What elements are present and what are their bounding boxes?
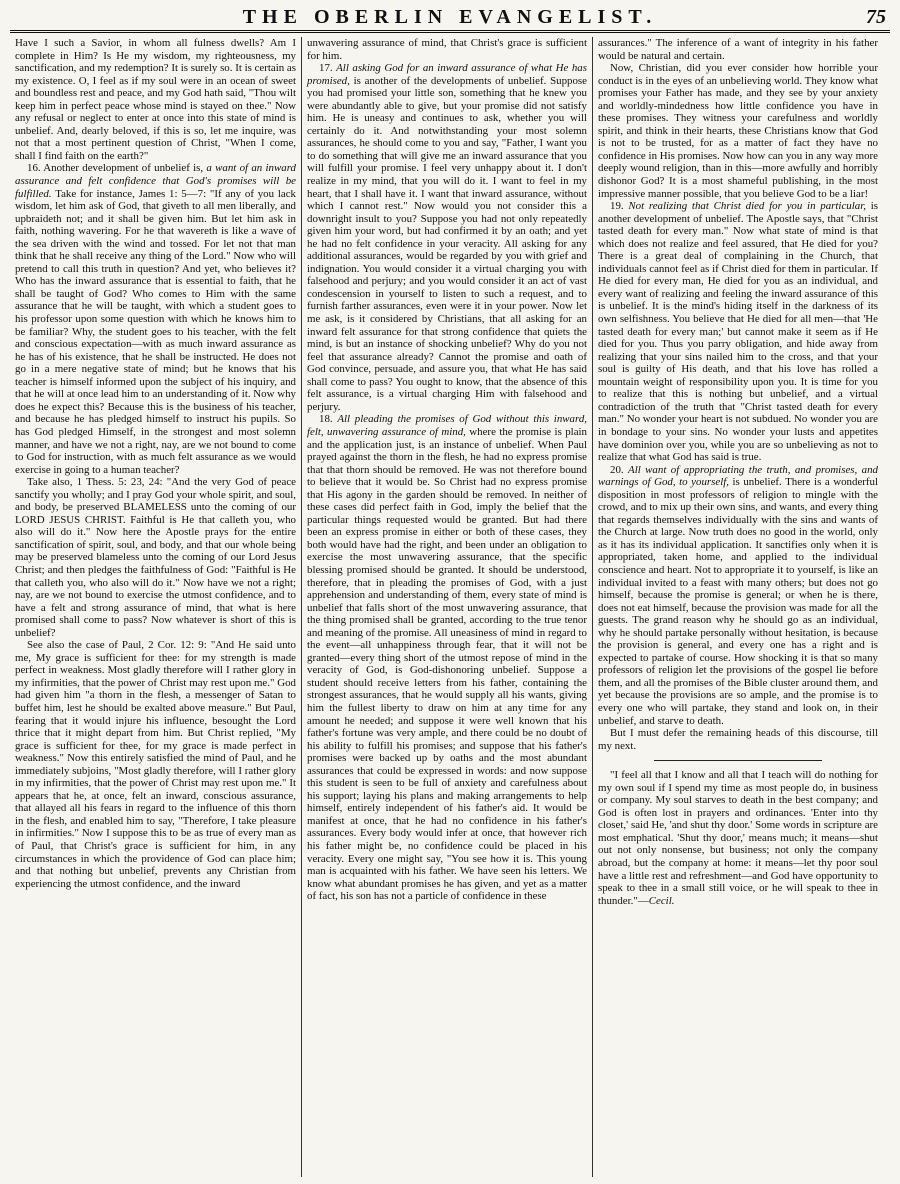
quote-author: Cecil.: [648, 894, 675, 907]
page-number: 75: [866, 6, 886, 28]
column-1: [10, 37, 301, 1177]
masthead: [10, 4, 890, 33]
column-3: [592, 37, 883, 1177]
paragraph: 16. Another development of unbelief is, a want of an inward assurance and felt confidence that God's promises will be fulfilled. Take for instance, James 1: 5—7: "If any of you lack wisdom, let him ask of God, that giveth to all men liberally, and upbraideth not; and it shall be given him. But let him ask in faith, nothing wavering. For he that wavereth is like a wave of the sea driven with the wind and tossed. For let not that man think that he shall receive any thing of the Lord." Now who will pretend to call this truth in question? And yet, who believes it? Who has the inward assurance that is essential to faith, that he shall be taught of God? Who comes to Him with the same assurance that he will be taught, with which a student goes to his professor upon some question with which he knows him to be familiar? Why, the student goes to his teacher, with the felt and conscious expectation—with as much inward assurance as he has of his existence, that he shall be instructed. He does not go in a mere negative state of mind; but he knows that his teacher is himself informed upon the subject of his inquiry, and that he will at once lead him to an understanding of it. Now why does he expect this? Because this is the business of his teacher, and because he has pledged himself to instruct his pupils. So has God pledged Himself, in the strongest and most solemn manner, and have we not a right, nay, are we not bound to come to God for instruction, with as much felt assurance as we would exercise in going to a human teacher?: [15, 162, 296, 476]
paragraph: Now, Christian, did you ever consider how horrible your conduct is in the eyes of an unbelieving world. They know what promises your Father has made, and they see by your anxiety and worldly-mindedness how little confidence you have in these promises. They witness your carefulness and worldly spirit, and think in their hearts, these Christians know that God is not to be trusted, for as a matter of fact they have no confidence in His promises. Now how can you in any way more deeply wound religion, than in this—more awfully and horribly dishonor God? It is a most shameful publishing, in the most impressive manner possible, that you believe God to be a liar!: [598, 62, 878, 200]
quotation: "I feel all that I know and all that I teach will do nothing for my own soul if I spend my time as most people do, in business or company. My soul starves to death in the best company; and God is often lost in prayers and ordinances. 'Enter into thy closet,' said He, 'and shut thy door.' Some words in scripture are most emphatical. 'Shut thy door,' means much; it means—shut out not only nonsense, but business; not only the company abroad, but the company at home: it means—let thy poor soul have a little rest and refreshment—and God have opportunity to speak to thee in a small still voice, or he will speak to thee in thunder."—Cecil.: [598, 769, 878, 907]
paragraph: 17. All asking God for an inward assurance of what He has promised, is another of the developments of unbelief. Suppose you had promised your little son, something that he knew you were abundantly able to give, but your promise did not satisfy him. He is uneasy and continues to ask, whether you will certainly do it. And notwithstanding your most solemn assurances, he should come to you and say, "Father, I want you to do something that will give me an inward assurance that you will fulfill your promise. I feel very unhappy about it. I don't realize in my mind, that you will do it. I want to feel in my heart, that I shall have it. I want that inward assurance, without which I cannot rest." Now would you not consider this a downright insult to you? Suppose you had not only repeatedly given him your word, but had confirmed it by an oath; and yet he had no felt confidence in your veracity. All asking for any additional assurances, would be regarded by you with grief and indignation. You would consider it a virtual charging you with falsehood and perjury; and you would consider it an act of vast condescension in yourself to listen to such a request, and to furnish farther assurances, even were it in your power. Now let me ask, is it considered by Christians, that all asking for an inward felt assurance for that strong confidence that quiets the mind, is but an instance of shocking unbelief? Why do you not feel that assurance already? Cannot the promise and oath of God convince, persuade, and assure you, that what He has said shall come to pass? You ought to know, that the absence of this felt assurance, is a virtual charging Him with falsehood and perjury.: [307, 62, 587, 413]
paragraph: assurances." The inference of a want of integrity in his father would be natural and certain.: [598, 37, 878, 62]
paragraph: See also the case of Paul, 2 Cor. 12: 9: "And He said unto me, My grace is sufficient for thee: for my strength is made perfect in weakness. Most gladly therefore will I rather glory in my infirmities, that the power of Christ may rest upon me." God had given him "a thorn in the flesh, a messenger of Satan to buffet him, lest he should be exalted above measure." But Paul, fearing that it would injure his influence, besought the Lord thrice that it might depart from him. But Christ replied, "My grace is sufficient for thee, for my grace is made perfect in weakness." Now this entirely satisfied the mind of Paul, and he immediately subjoins, "Most gladly therefore, will I rather glory in my infirmities, that the power of Christ may rest upon me." It appears that he, at once, felt an inward, conscious assurance, that allayed all his fears in regard to the influence of this thorn in the flesh, and enabled him to say, "Therefore, I take pleasure in infirmities." Now I suppose this to be as true of every man as of Paul, that Christ's grace is sufficient for him, in any circumstances in which the providence of God can place him; and that nothing but unbelief, prevents any Christian from experiencing the utmost confidence, and the inward: [15, 639, 296, 890]
paragraph: Take also, 1 Thess. 5: 23, 24: "And the very God of peace sanctify you wholly; and I pray God your whole spirit, and soul, and body, be preserved BLAMELESS unto the coming of our LORD JESUS CHRIST. Faithful is He that calleth you, who also will do it." Now here the Apostle prays for the entire sanctification of spirit, soul, and body, and that our whole being may be preserved blameless unto the coming of our Lord Jesus Christ; and then pledges the faithfulness of God: "Faithful is He that calleth you, who also will do it." Now have we not a right; nay, are we not bound to exercise the utmost confidence, and to have a felt and strong assurance of mind, that what is here promised shall come to pass? Now whatever is short of this is unbelief?: [15, 476, 296, 639]
paragraph: 19. Not realizing that Christ died for you in particular, is another development of unbelief. The Apostle says, that "Christ tasted death for every man." Now what state of mind is that which does not realize and feel assured, that He died for you? There is a great deal of complaining in the Church, that individuals cannot feel as if Christ died for them in particular. If He died for every man, He died for you as an individual, and every want of realizing and feeling the inward assurance of this is unbelief. It is the mind's hiding itself in the darkness of its own selfishness. You believe that He died for all men—that 'He tasted death for every man;' but cannot make it seem as if He died for you. Thus you parry obligation, and hide away from realizing that your sins nailed him to the cross, and that your soul is guilty of His death, and that his love has rolled a mountain weight of responsibility upon you. It is time for you to realize that this is nothing but unbelief, and a virtual contradiction of the truth that "Christ tasted death for every man." No wonder your heart is not subdued. No wonder you are in bondage to your sins. No wonder your lusts and appetites have dominion over you, while you are so unbelieving as not to realize that what God has said is true.: [598, 200, 878, 464]
paragraph: But I must defer the remaining heads of this discourse, till my next.: [598, 727, 878, 752]
paragraph: 18. All pleading the promises of God without this inward, felt, unwavering assurance of mind, where the promise is plain and the application just, is an instance of unbelief. When Paul prayed against the thorn in the flesh, he had no express promise that that thorn should be removed. He was not therefore bound to believe that it would be. So Christ had no express promise that His agony in the garden should be removed. In neither of these cases did perfect faith in God, imply the belief that the particular things requested would be granted. But had there been an express promise in either or both of these cases, they both would have had the right, and been under an obligation to exercise the most unwavering assurance, that the specific blessing promised should be granted. It should be understood, therefore, that in pleading the promises of God, with a just apprehension and understanding of them, every state of mind is unbelief that falls short of the most unwavering assurance, that the thing promised shall be granted, according to the true tenor and meaning of the promise. All uneasiness of mind in regard to the event—all unhappiness through fear, that it will not be granted—every thing short of the utmost repose of mind in the veracity of God, is God-dishonoring unbelief. Suppose a student should receive letters from his father, containing the strongest assurances, that he would supply all his wants, giving him the fullest liberty to draw on him at any time for any amount he needed; and suppose it were well known that his father's fortune was very ample, and there could be no doubt of his ability to fulfill his promises; and suppose that his father's promises were backed up by oaths and the most abundant assurances that could be expressed in words: and now suppose this student is seen to be full of anxiety and carefulness about his support; laying his plans and making arrangements to help himself, entirely independent of his father's aid. It would be manifest at once, that he had no confidence in his father's assurances. Every body would infer at once, that however rich his father might be, no confidence could be placed in his veracity. Every one might say, "You see how it is. This young man is acquainted with his father. We have seen his letters. We know what abundant promises he has given, and yet as a matter of fact, his son has not a particle of confidence in these: [307, 413, 587, 903]
paragraph: 20. All want of appropriating the truth, and promises, and warnings of God, to yourself, is unbelief. There is a wonderful disposition in most professors of religion to mingle with the crowd, and to mix up their own sins, and wants, and every thing that regards themselves individually with the sins and wants of the Church at large. Now truth does no good in the world, only as it has its individual application. It sanctifies only when it is appropriated, taken home, and applied to the individual conscience and heart. Not to appropriate it to yourself, is like an individual invited to a feast with many others; but does not go himself, because the promise is general; or when he is there, does not eat himself, because the provision was made for all the guests. The grand reason why he should go as an individual, why he should partake personally without hesitation, is because the provision is general, and every one has a right and is expected to partake of course. How shocking it is that so many professors of religion let the provisions of the gospel lie before them, and all the promises of the Bible cluster around them, and yet because the provisions are so ample, and the promise is to every one who will partake, they stand and look on, in their unbelief, and starve to death.: [598, 463, 878, 727]
section-divider: [654, 760, 822, 761]
newspaper-title: THE OBERLIN EVANGELIST.: [242, 6, 658, 28]
column-2: [301, 37, 592, 1177]
paragraph: Have I such a Savior, in whom all fulness dwells? Am I complete in Him? Is He my wisdom, my righteousness, my sanctification, and my redemption? It is surely so. It is certain as my existence. O, I feel as if my soul were in an ocean of sweet and boundless rest and peace, and my God hath said, "Thou wilt keep him in perfect peace whose mind is stayed on thee." Now any refusal or neglect to enter at once into this state of mind is unbelief. And, dearly beloved, if this is so, let me inquire, was not that a most pertinent question of Christ, "When I come, shall I find faith on the earth?": [15, 37, 296, 162]
paragraph: unwavering assurance of mind, that Christ's grace is sufficient for him.: [307, 37, 587, 62]
article-columns: [10, 37, 890, 1177]
